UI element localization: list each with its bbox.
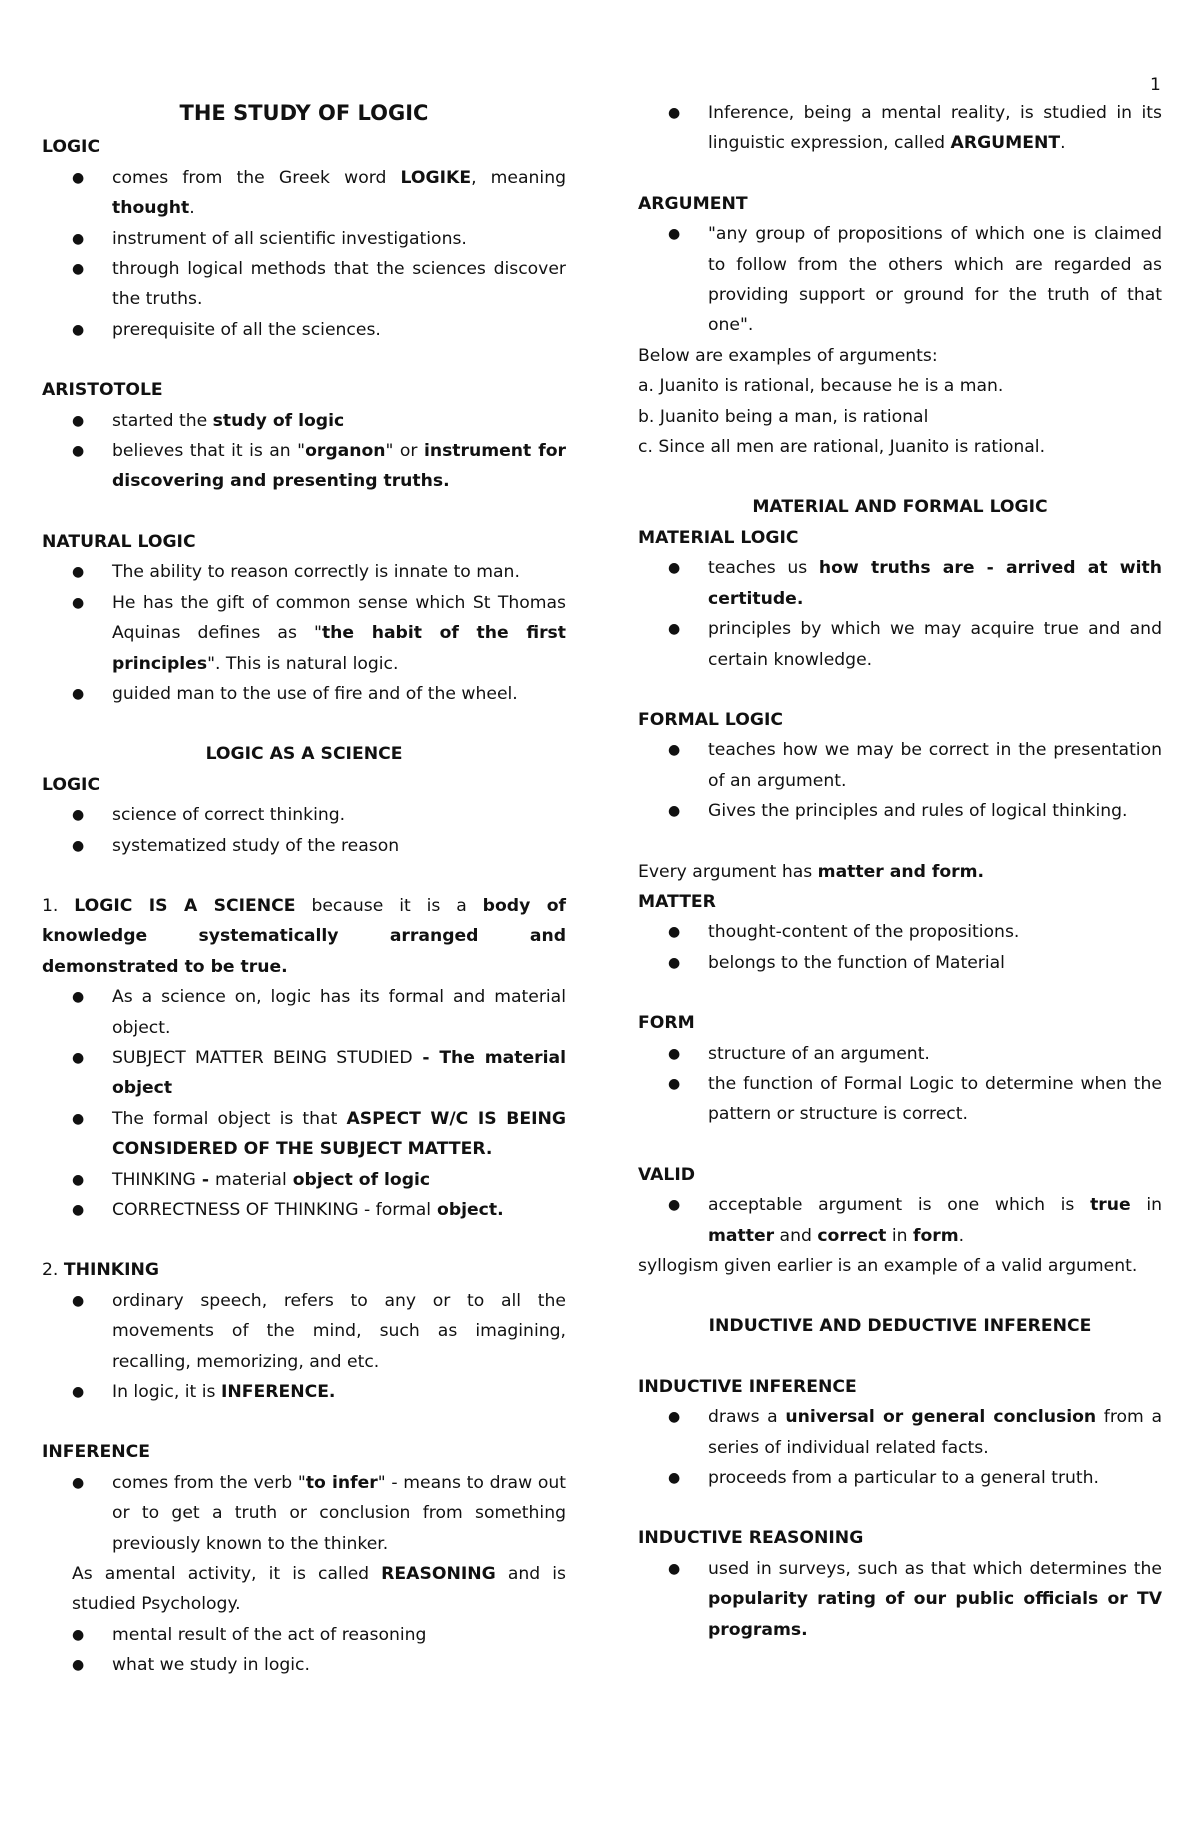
- list-item-text: ordinary speech, refers to any or to all the movements of the mind, such as imagining, recalling, memorizing, and etc.: [112, 1290, 566, 1372]
- bullet-icon: ●: [72, 1049, 85, 1066]
- bullet-icon: ●: [668, 226, 681, 243]
- valid-heading: VALID: [638, 1164, 696, 1185]
- form-heading: FORM: [638, 1013, 695, 1034]
- list-item-text: belongs to the function of Material: [708, 952, 1005, 973]
- bullet-icon: ●: [72, 321, 85, 338]
- bullet-icon: ●: [668, 1560, 681, 1577]
- list-item: [638, 948, 1162, 978]
- document-title: THE STUDY OF LOGIC: [179, 101, 429, 125]
- bold-text: body of knowledge systematically arranged and demonstrated to be true.: [42, 895, 566, 977]
- material-logic-heading: MATERIAL LOGIC: [638, 527, 799, 548]
- list-item-text: THINKING - material object of logic: [112, 1169, 431, 1190]
- argument-intro-list: [638, 98, 1162, 159]
- examples-intro: Below are examples of arguments:: [638, 345, 938, 366]
- bold-text: how truths are - arrived at with certitude.: [708, 558, 1162, 609]
- bold-text: THINKING: [63, 1260, 159, 1281]
- list-item-text: comes from the verb "to infer" - means to draw out or to get a truth or conclusion from something previously known to the thinker.: [112, 1472, 566, 1554]
- bold-text: object.: [431, 1200, 504, 1220]
- bullet-icon: ●: [668, 105, 681, 121]
- list-item-text: "any group of propositions of which one is claimed to follow from the others which are regarded as providing support or ground for the truth of that one".: [708, 224, 1162, 336]
- material-logic-list: [638, 553, 1162, 675]
- bullet-icon: ●: [668, 560, 681, 577]
- material-formal-title: MATERIAL AND FORMAL LOGIC: [752, 497, 1048, 518]
- bullet-icon: ●: [72, 1384, 85, 1401]
- list-item-text: acceptable argument is one which is true in matter and correct in form.: [708, 1195, 1162, 1246]
- list-item-text: science of correct thinking.: [112, 805, 346, 826]
- bold-text: INFERENCE.: [220, 1382, 336, 1403]
- list-item: [638, 735, 1162, 796]
- list-item-text: He has the gift of common sense which St Thomas Aquinas defines as "the habit of the first principles". This is natural logic.: [112, 592, 566, 674]
- list-item-text: systematized study of the reason: [112, 835, 400, 856]
- every-argument-line: Every argument has matter and form.: [638, 861, 985, 882]
- argument-heading: ARGUMENT: [638, 193, 748, 214]
- bullet-icon: ●: [72, 1171, 85, 1188]
- list-item: [42, 1043, 566, 1104]
- inference-paragraph: As amental activity, it is called REASONING and is studied Psychology.: [72, 1564, 566, 1615]
- list-item-text: proceeds from a particular to a general truth.: [708, 1468, 1099, 1489]
- point-two-list: [42, 1286, 566, 1408]
- aristotole-list: [42, 406, 566, 497]
- list-item: [42, 982, 566, 1043]
- list-item: [42, 163, 566, 224]
- bold-text: REASONING: [381, 1564, 496, 1585]
- example-b: b. Juanito being a man, is rational: [638, 406, 929, 427]
- bold-text: ARGUMENT: [950, 133, 1061, 154]
- bold-text: form: [912, 1225, 959, 1246]
- list-item: [42, 1620, 566, 1650]
- list-item-text: thought-content of the propositions.: [708, 922, 1020, 943]
- list-item-text: draws a universal or general conclusion from a series of individual related facts.: [708, 1407, 1162, 1458]
- page-number: 1: [1150, 75, 1161, 95]
- bullet-icon: ●: [72, 685, 85, 702]
- bullet-icon: ●: [72, 230, 85, 247]
- list-item-text: believes that it is an "organon" or instrument for discovering and presenting truths.: [112, 441, 566, 492]
- list-item-text: comes from the Greek word LOGIKE, meaning thought.: [112, 167, 566, 219]
- science-list: [42, 800, 566, 861]
- list-item: [42, 1650, 566, 1680]
- list-item: [638, 1069, 1162, 1130]
- bold-text: universal or general conclusion: [785, 1407, 1097, 1428]
- bullet-icon: ●: [668, 1470, 681, 1487]
- bold-text: true: [1090, 1195, 1131, 1216]
- list-item: [42, 315, 566, 345]
- bullet-icon: ●: [72, 594, 85, 611]
- bullet-icon: ●: [668, 742, 681, 759]
- bullet-icon: ●: [72, 989, 85, 1006]
- list-item-text: started the study of logic: [112, 410, 345, 431]
- logic-list: [42, 163, 566, 345]
- point-one: 1. LOGIC IS A SCIENCE because it is a body of knowledge systematically arranged and demonstrated to be true.: [42, 895, 566, 977]
- inference-heading: INFERENCE: [42, 1442, 150, 1463]
- list-item: [42, 406, 566, 436]
- list-item: [42, 679, 566, 709]
- bold-text: matter and form.: [817, 861, 985, 882]
- inference-list-two: [42, 1620, 566, 1681]
- formal-logic-heading: FORMAL LOGIC: [638, 709, 783, 730]
- example-c: c. Since all men are rational, Juanito is rational.: [638, 437, 1046, 458]
- bullet-icon: ●: [72, 564, 85, 581]
- list-item: [638, 1190, 1162, 1251]
- bold-text: study of logic: [212, 410, 345, 431]
- bullet-icon: ●: [668, 803, 681, 820]
- list-item: [42, 831, 566, 861]
- bullet-icon: ●: [668, 924, 681, 941]
- bullet-icon: ●: [72, 1626, 85, 1643]
- list-item: [638, 614, 1162, 675]
- list-item-text: teaches how we may be correct in the presentation of an argument.: [708, 740, 1162, 791]
- list-item-text: what we study in logic.: [112, 1655, 310, 1676]
- bullet-icon: ●: [72, 1110, 85, 1127]
- bold-text: to infer: [305, 1472, 378, 1493]
- list-item-text: instrument of all scientific investigations.: [112, 228, 467, 249]
- bullet-icon: ●: [72, 1292, 85, 1309]
- argument-list: [638, 219, 1162, 341]
- list-item: [638, 219, 1162, 341]
- list-item-text: the function of Formal Logic to determine when the pattern or structure is correct.: [708, 1073, 1162, 1125]
- inductive-inference-list: [638, 1402, 1162, 1493]
- list-item-text: CORRECTNESS OF THINKING - formal object.: [112, 1200, 504, 1220]
- right-column: [638, 98, 1162, 1645]
- bullet-icon: ●: [72, 443, 85, 460]
- list-item-text: As a science on, logic has its formal and material object.: [112, 987, 566, 1038]
- bullet-icon: ●: [72, 1202, 85, 1218]
- list-item: [42, 1377, 566, 1407]
- bold-text: the habit of the first principles: [112, 623, 566, 674]
- bullet-icon: ●: [72, 837, 85, 854]
- form-list: [638, 1039, 1162, 1130]
- bullet-icon: ●: [668, 621, 681, 638]
- logic-as-science-title: LOGIC AS A SCIENCE: [205, 744, 403, 765]
- list-item-text: In logic, it is INFERENCE.: [112, 1382, 336, 1403]
- bold-text: popularity rating of our public officials or TV programs.: [708, 1589, 1162, 1640]
- list-item: [638, 1039, 1162, 1069]
- natural-logic-list: [42, 557, 566, 709]
- bullet-icon: ●: [72, 261, 85, 278]
- bold-text: thought: [112, 198, 190, 219]
- list-item: [638, 917, 1162, 947]
- list-item: [638, 98, 1162, 159]
- bullet-icon: ●: [72, 1474, 85, 1491]
- list-item-text: Gives the principles and rules of logical thinking.: [708, 801, 1128, 822]
- bullet-icon: ●: [72, 412, 85, 429]
- list-item-text: The ability to reason correctly is innate to man.: [112, 562, 520, 583]
- bullet-icon: ●: [72, 1657, 85, 1674]
- bold-text: matter: [708, 1225, 775, 1246]
- list-item-text: structure of an argument.: [708, 1043, 930, 1064]
- matter-heading: MATTER: [638, 891, 716, 912]
- bold-text: -: [195, 1169, 215, 1190]
- list-item: [42, 436, 566, 497]
- valid-paragraph: syllogism given earlier is an example of a valid argument.: [638, 1256, 1138, 1276]
- list-item: [42, 1286, 566, 1377]
- matter-list: [638, 917, 1162, 978]
- bold-text: instrument for discovering and presenting truths.: [112, 441, 566, 492]
- list-item: [638, 1463, 1162, 1493]
- list-item: [638, 1402, 1162, 1463]
- list-item-text: Inference, being a mental reality, is studied in its linguistic expression, called ARGUMENT.: [708, 103, 1162, 154]
- list-item-text: prerequisite of all the sciences.: [112, 319, 381, 340]
- valid-list: [638, 1190, 1162, 1251]
- list-item: [42, 1104, 566, 1165]
- logic-heading: LOGIC: [42, 137, 101, 158]
- bold-text: organon: [305, 441, 386, 462]
- list-item-text: SUBJECT MATTER BEING STUDIED - The material object: [112, 1047, 566, 1099]
- list-item: [42, 1195, 566, 1225]
- list-item-text: mental result of the act of reasoning: [112, 1624, 427, 1645]
- inference-list: [42, 1468, 566, 1559]
- formal-logic-list: [638, 735, 1162, 826]
- list-item: [42, 1468, 566, 1559]
- list-item: [42, 1165, 566, 1195]
- list-item-text: principles by which we may acquire true and and certain knowledge.: [708, 619, 1162, 670]
- inductive-reasoning-list: [638, 1554, 1162, 1645]
- list-item-text: The formal object is that ASPECT W/C IS BEING CONSIDERED OF THE SUBJECT MATTER.: [112, 1108, 566, 1160]
- bold-text: LOGIKE: [400, 167, 472, 188]
- left-column: [42, 98, 566, 1681]
- point-two: 2. THINKING: [42, 1260, 159, 1281]
- list-item: [638, 1554, 1162, 1645]
- bullet-icon: ●: [72, 169, 85, 186]
- bold-text: - The material object: [112, 1047, 566, 1099]
- bullet-icon: ●: [668, 1075, 681, 1092]
- bold-text: object of logic: [286, 1169, 431, 1190]
- list-item: [42, 224, 566, 254]
- list-item-text: used in surveys, such as that which determines the popularity rating of our public officials or TV programs.: [708, 1558, 1162, 1640]
- bullet-icon: ●: [668, 954, 681, 971]
- aristotole-heading: ARISTOTOLE: [42, 380, 163, 401]
- list-item: [42, 800, 566, 830]
- bold-text: correct: [817, 1225, 887, 1246]
- inductive-deductive-title: INDUCTIVE AND DEDUCTIVE INFERENCE: [708, 1316, 1092, 1337]
- natural-logic-heading: NATURAL LOGIC: [42, 531, 196, 552]
- list-item: [638, 553, 1162, 614]
- bullet-icon: ●: [668, 1197, 681, 1214]
- inductive-reasoning-heading: INDUCTIVE REASONING: [638, 1528, 864, 1549]
- list-item-text: teaches us how truths are - arrived at with certitude.: [708, 558, 1162, 609]
- bold-text: LOGIC IS A SCIENCE: [74, 895, 296, 916]
- bold-text: ASPECT W/C IS BEING CONSIDERED OF THE SUBJECT MATTER.: [112, 1108, 566, 1160]
- list-item-text: through logical methods that the sciences discover the truths.: [112, 259, 566, 310]
- inductive-inference-heading: INDUCTIVE INFERENCE: [638, 1376, 857, 1397]
- point-one-list: [42, 982, 566, 1225]
- list-item: [638, 796, 1162, 826]
- list-item: [42, 588, 566, 679]
- science-logic-heading: LOGIC: [42, 774, 101, 795]
- bullet-icon: ●: [72, 807, 85, 824]
- bullet-icon: ●: [668, 1409, 681, 1426]
- list-item: [42, 254, 566, 315]
- example-a: a. Juanito is rational, because he is a man.: [638, 376, 1004, 397]
- bullet-icon: ●: [668, 1045, 681, 1062]
- list-item-text: guided man to the use of fire and of the wheel.: [112, 683, 518, 704]
- list-item: [42, 557, 566, 587]
